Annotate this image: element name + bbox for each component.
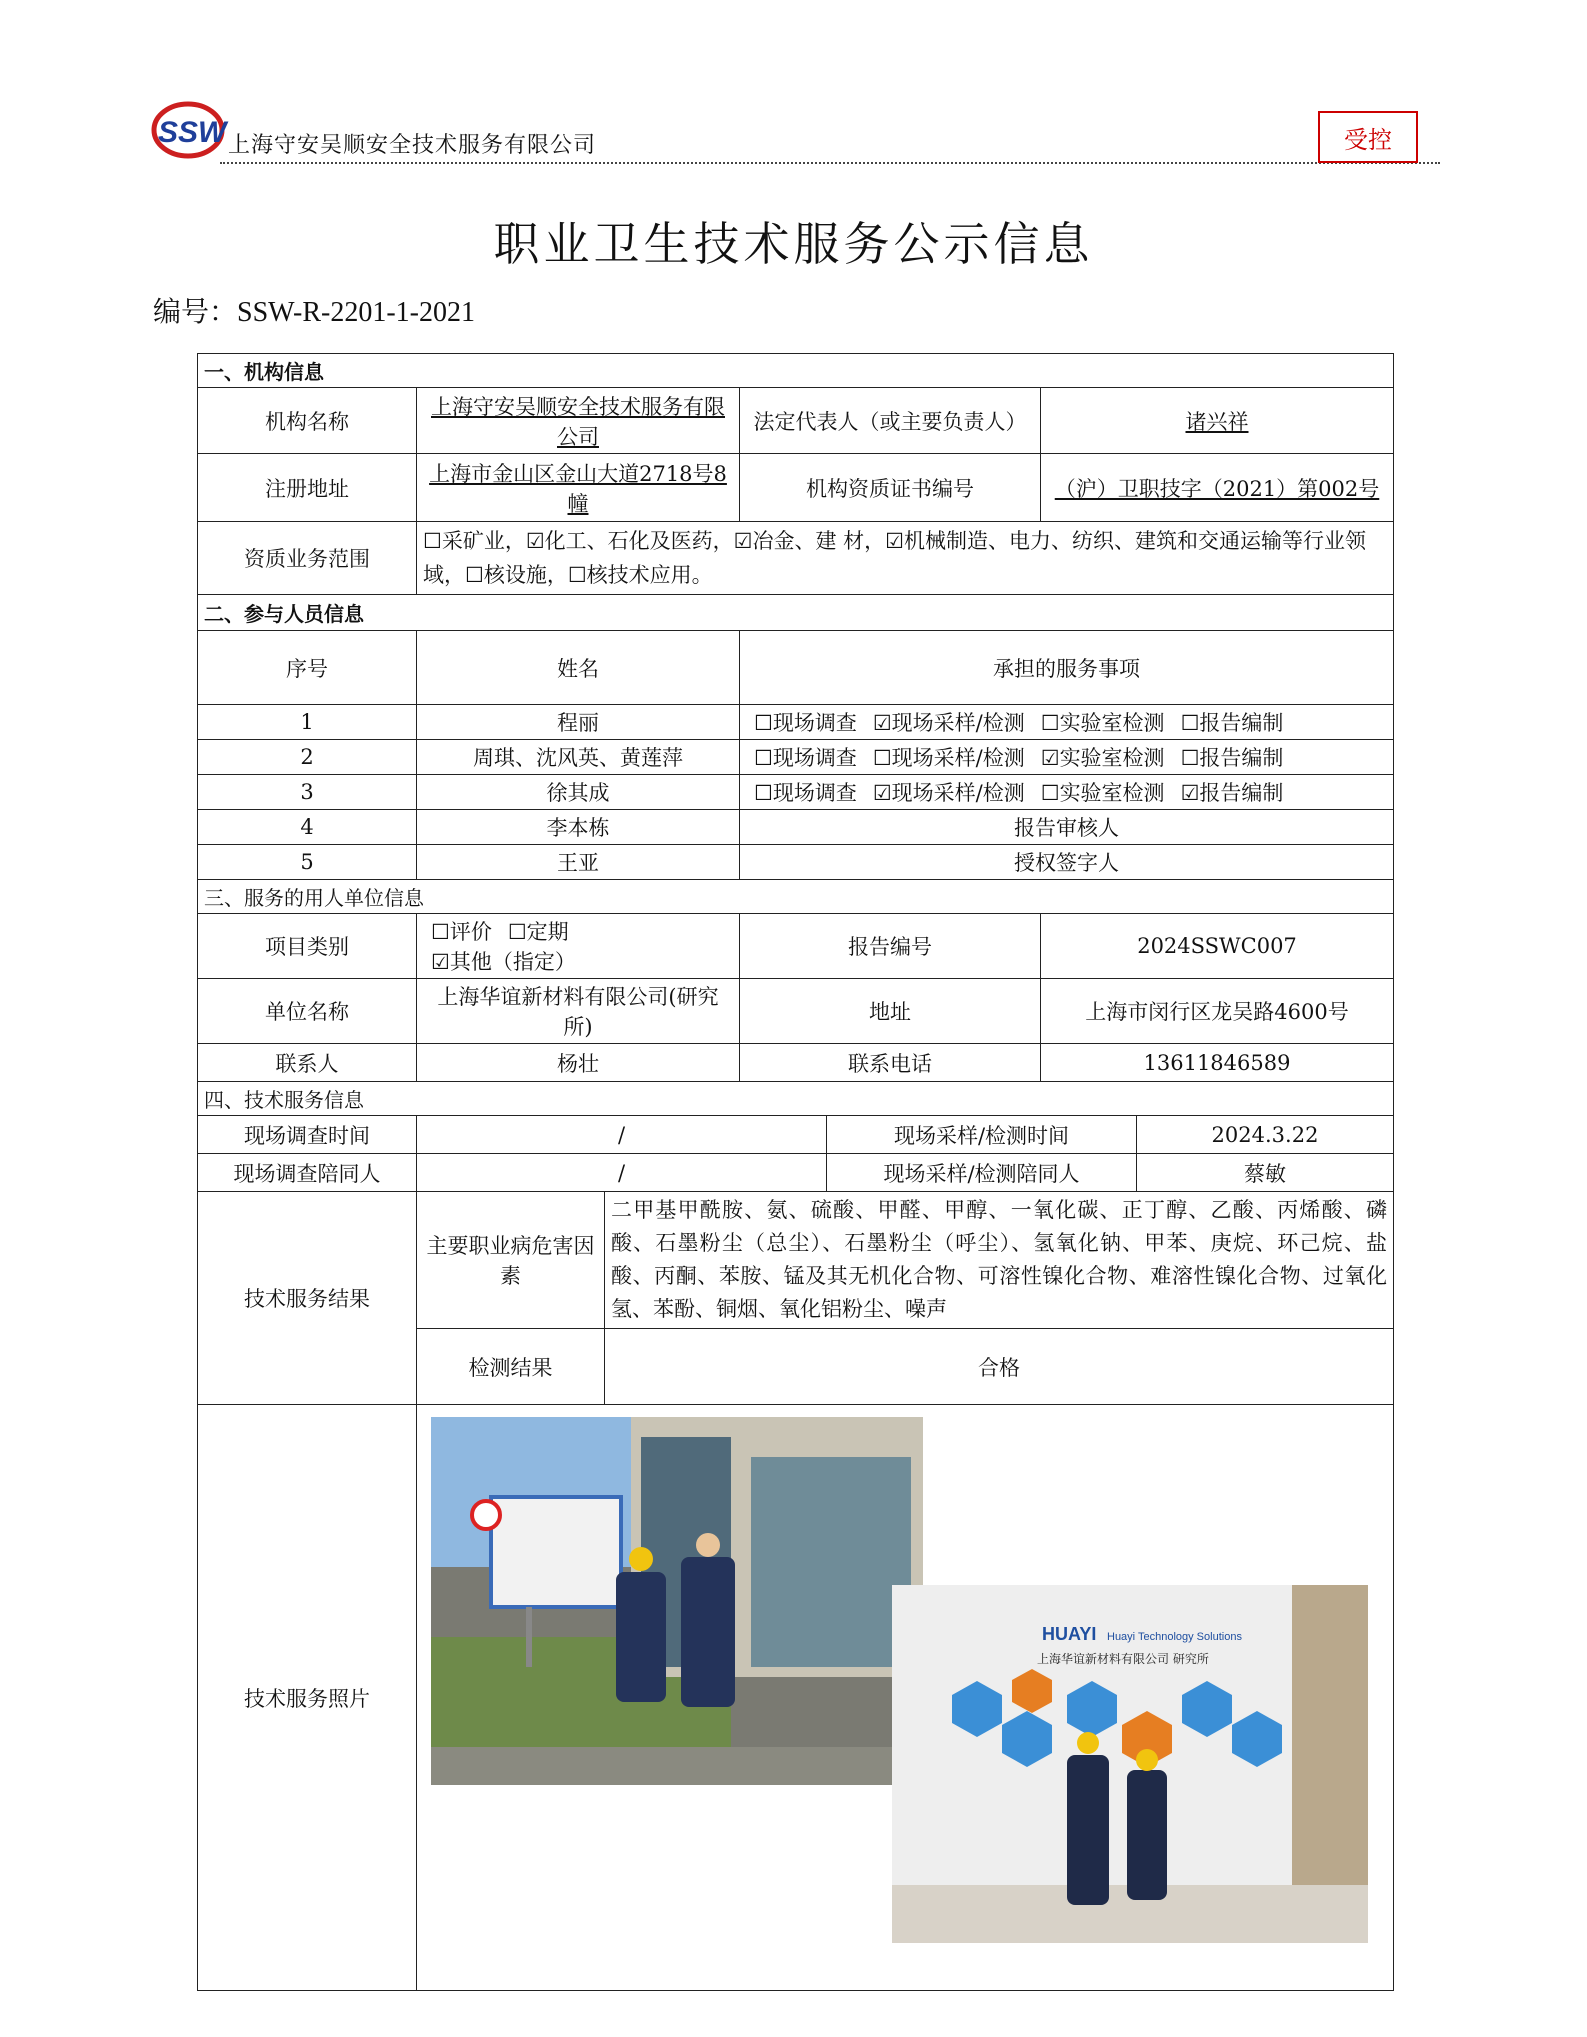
row-no: 2 xyxy=(198,740,417,775)
contact-value: 杨壮 xyxy=(417,1044,740,1082)
project-type-options xyxy=(417,914,740,979)
document-number: 编号：SSW-R-2201-1-2021 xyxy=(153,297,476,328)
duty-checkbox: ☐实验室检测 xyxy=(1040,711,1165,735)
duty-checkbox: ☐实验室检测 xyxy=(1040,781,1165,805)
survey-time-value: / xyxy=(417,1116,827,1154)
hazard-label: 主要职业病危害因素 xyxy=(417,1192,605,1329)
unit-address-label: 地址 xyxy=(740,979,1041,1044)
duty-checkbox: ☐现场采样/检测 xyxy=(872,746,1025,770)
page-header xyxy=(150,92,1440,172)
legal-rep-value: 诸兴祥 xyxy=(1041,388,1394,454)
org-name-label: 机构名称 xyxy=(198,388,417,454)
row-no: 3 xyxy=(198,775,417,810)
row-name: 李本栋 xyxy=(417,810,740,845)
sampling-time-value: 2024.3.22 xyxy=(1137,1116,1394,1154)
sampling-escort-value: 蔡敏 xyxy=(1137,1154,1394,1192)
col-no-header: 序号 xyxy=(198,631,417,705)
duty-checkbox: ☐现场调查 xyxy=(754,711,857,735)
duty-checkbox: ☑报告编制 xyxy=(1180,781,1284,805)
row-duties xyxy=(740,775,1394,810)
row-name: 徐其成 xyxy=(417,775,740,810)
option-other: ☑其他（指定） xyxy=(431,950,576,974)
duty-checkbox: ☐报告编制 xyxy=(1180,711,1284,735)
row-duty: 报告审核人 xyxy=(740,810,1394,845)
duty-checkbox: ☑现场采样/检测 xyxy=(872,781,1025,805)
service-photo-lobby xyxy=(892,1585,1368,1943)
row-duties xyxy=(740,705,1394,740)
phone-label: 联系电话 xyxy=(740,1044,1041,1082)
svg-text:上海华谊新材料有限公司 研究所: 上海华谊新材料有限公司 研究所 xyxy=(1037,1652,1209,1666)
test-result-label: 检测结果 xyxy=(417,1329,605,1405)
cert-value: （沪）卫职技字（2021）第002号 xyxy=(1041,454,1394,522)
table-row xyxy=(198,775,1394,810)
duty-checkbox: ☑实验室检测 xyxy=(1040,746,1165,770)
row-name: 周琪、沈风英、黄莲萍 xyxy=(417,740,740,775)
option-periodic: ☐定期 xyxy=(507,920,569,944)
project-type-label: 项目类别 xyxy=(198,914,417,979)
row-duty: 授权签字人 xyxy=(740,845,1394,880)
duty-checkbox: ☐现场调查 xyxy=(754,746,857,770)
row-name: 程丽 xyxy=(417,705,740,740)
svg-text:HUAYI: HUAYI xyxy=(1042,1624,1097,1644)
row-no: 5 xyxy=(198,845,417,880)
sampling-escort-label: 现场采样/检测陪同人 xyxy=(827,1154,1137,1192)
svg-text:Huayi Technology Solutions: Huayi Technology Solutions xyxy=(1107,1631,1242,1643)
row-name: 王亚 xyxy=(417,845,740,880)
col-name-header: 姓名 xyxy=(417,631,740,705)
hazard-list: 二甲基甲酰胺、氨、硫酸、甲醛、甲醇、一氧化碳、正丁醇、乙酸、丙烯酸、磷酸、石墨粉尘（总尘）、石墨粉尘（呼尘）、氢氧化钠、甲苯、庚烷、环己烷、盐酸、丙酮、苯胺、锰及其无机化合物、可溶性镍化合物、难溶性镍化合物、过氧化氢、苯酚、铜烟、氧化铝粉尘、噪声 xyxy=(605,1192,1394,1329)
photos-label: 技术服务照片 xyxy=(198,1405,417,1991)
section-staff-title: 二、参与人员信息 xyxy=(198,595,1394,631)
result-label: 技术服务结果 xyxy=(198,1192,417,1405)
survey-time-label: 现场调查时间 xyxy=(198,1116,417,1154)
legal-rep-label: 法定代表人（或主要负责人） xyxy=(740,388,1041,454)
address-value: 上海市金山区金山大道2718号8幢 xyxy=(417,454,740,522)
scope-value: ☐采矿业，☑化工、石化及医药，☑冶金、建 材，☑机械制造、电力、纺织、建筑和交通运输等行业领域，☐核设施，☐核技术应用。 xyxy=(417,522,1394,595)
option-evaluation: ☐评价 xyxy=(431,920,492,944)
ssw-logo-icon xyxy=(150,96,230,162)
report-no-label: 报告编号 xyxy=(740,914,1041,979)
col-duty-header: 承担的服务事项 xyxy=(740,631,1394,705)
address-label: 注册地址 xyxy=(198,454,417,522)
survey-escort-label: 现场调查陪同人 xyxy=(198,1154,417,1192)
row-duties xyxy=(740,740,1394,775)
table-row xyxy=(198,705,1394,740)
sampling-time-label: 现场采样/检测时间 xyxy=(827,1116,1137,1154)
controlled-stamp: 受控 xyxy=(1318,111,1418,163)
page-title: 职业卫生技术服务公示信息 xyxy=(493,217,1094,271)
section-employer-title: 三、服务的用人单位信息 xyxy=(198,880,1394,914)
disclosure-table xyxy=(197,353,1394,1991)
cert-label: 机构资质证书编号 xyxy=(740,454,1041,522)
survey-escort-value: / xyxy=(417,1154,827,1192)
svg-text:SSW: SSW xyxy=(158,116,227,149)
section-service-title: 四、技术服务信息 xyxy=(198,1082,1394,1116)
org-name-value: 上海守安吴顺安全技术服务有限公司 xyxy=(417,388,740,454)
service-photo-outdoor xyxy=(431,1417,923,1785)
unit-value: 上海华谊新材料有限公司(研究所) xyxy=(417,979,740,1044)
duty-checkbox: ☐报告编制 xyxy=(1180,746,1284,770)
phone-value: 13611846589 xyxy=(1041,1044,1394,1082)
row-no: 4 xyxy=(198,810,417,845)
test-result-value: 合格 xyxy=(605,1329,1394,1405)
section-org-title: 一、机构信息 xyxy=(198,354,1394,388)
scope-label: 资质业务范围 xyxy=(198,522,417,595)
table-row xyxy=(198,845,1394,880)
header-divider xyxy=(220,162,1440,164)
table-row xyxy=(198,740,1394,775)
unit-label: 单位名称 xyxy=(198,979,417,1044)
table-row xyxy=(198,810,1394,845)
row-no: 1 xyxy=(198,705,417,740)
photos-cell xyxy=(417,1405,1394,1991)
duty-checkbox: ☑现场采样/检测 xyxy=(872,711,1025,735)
duty-checkbox: ☐现场调查 xyxy=(754,781,857,805)
report-no-value: 2024SSWC007 xyxy=(1041,914,1394,979)
contact-label: 联系人 xyxy=(198,1044,417,1082)
company-name: 上海守安吴顺安全技术服务有限公司 xyxy=(228,133,597,158)
unit-address-value: 上海市闵行区龙吴路4600号 xyxy=(1041,979,1394,1044)
